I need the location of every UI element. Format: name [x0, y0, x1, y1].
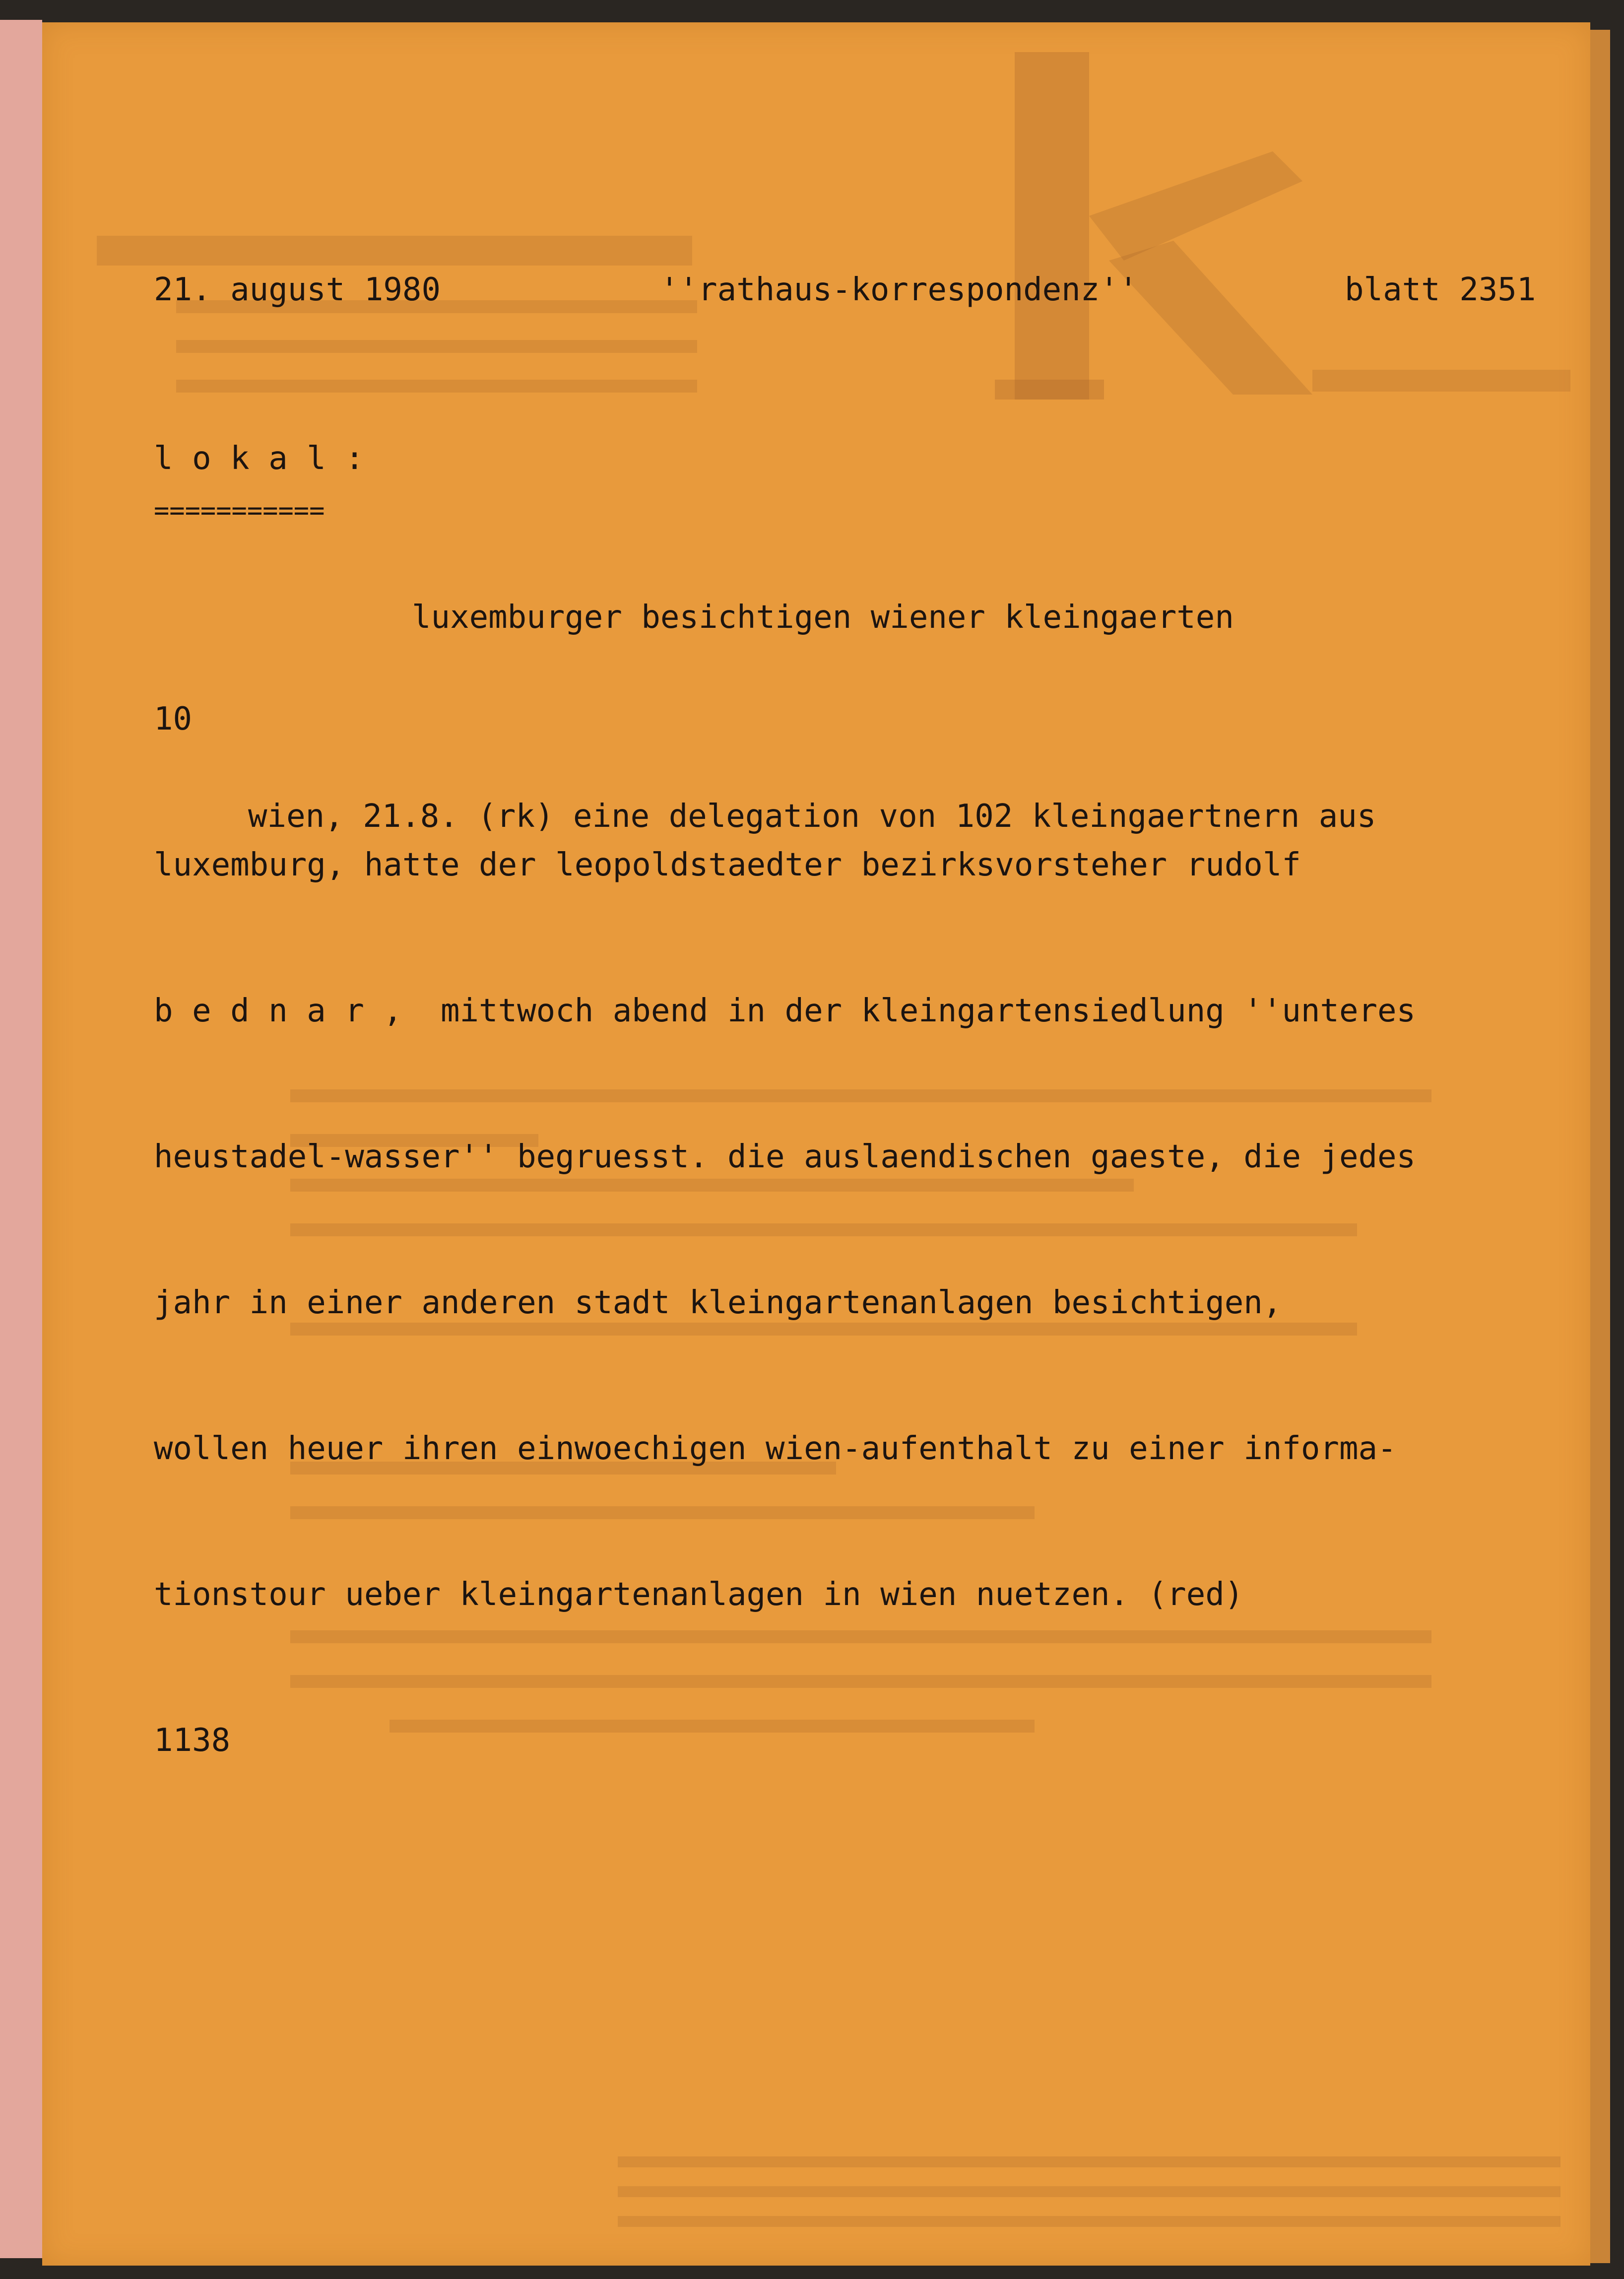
- section-title: l o k a l :: [154, 440, 364, 477]
- article-line: wollen heuer ihren einwoechigen wien-aufenthalt zu einer informa-: [154, 1430, 1397, 1467]
- article-headline: luxemburger besichtigen wiener kleingaerten: [412, 599, 1234, 636]
- article-line: jahr in einer anderen stadt kleingartenanlagen besichtigen,: [154, 1284, 1282, 1321]
- show-through-bar: [618, 2216, 1560, 2227]
- header-date: 21. august 1980: [154, 271, 441, 308]
- show-through-bar: [618, 2186, 1560, 2197]
- paper-sheet: [42, 22, 1590, 2266]
- article-line: wien, 21.8. (rk) eine delegation von 102 kleingaertnern aus: [248, 798, 1376, 835]
- article-body-continued: [154, 743, 1416, 1862]
- show-through-bar: [176, 340, 697, 353]
- article-line: luxemburg, hatte der leopoldstaedter bezirksvorsteher rudolf: [154, 847, 1301, 883]
- article-line: b e d n a r , mittwoch abend in der kleingartensiedlung ''unteres: [154, 993, 1416, 1029]
- show-through-bar: [176, 380, 697, 393]
- show-through-bar: [97, 236, 692, 266]
- article-number: 10: [154, 701, 193, 737]
- section-underline: ===========: [154, 496, 325, 526]
- show-through-bar: [618, 2156, 1560, 2167]
- article-line: heustadel-wasser'' begruesst. die auslaendischen gaeste, die jedes: [154, 1139, 1416, 1175]
- header-publication: ''rathaus-korrespondenz'': [660, 271, 1138, 308]
- show-through-logo: [995, 52, 1342, 409]
- header-sheet-number: blatt 2351: [1345, 271, 1536, 308]
- page-edge: [0, 20, 42, 2258]
- paper-edge: [1590, 30, 1610, 2263]
- article-line: tionstour ueber kleingartenanlagen in wien nuetzen. (red): [154, 1576, 1244, 1613]
- article-time: 1138: [154, 1722, 231, 1759]
- show-through-bar: [1312, 370, 1570, 392]
